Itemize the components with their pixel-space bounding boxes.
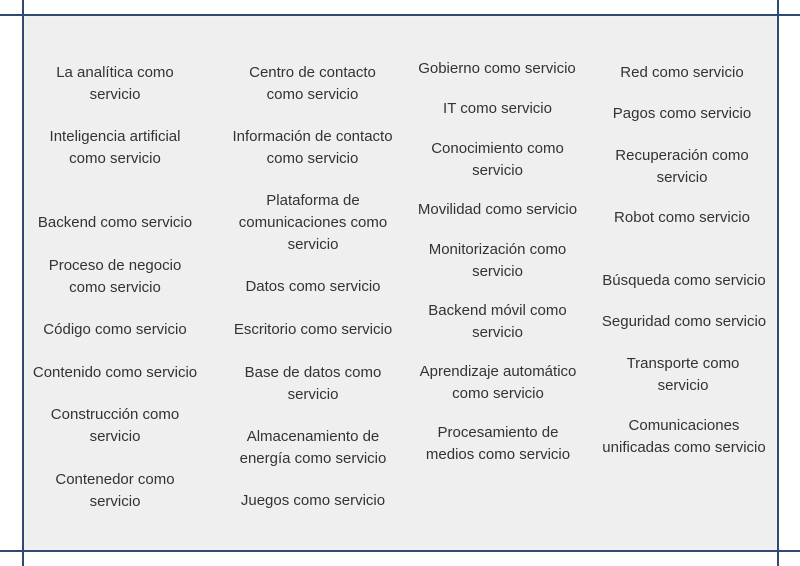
service-item: Contenido como servicio: [32, 364, 198, 381]
service-item: Monitorización como servicio: [428, 241, 567, 280]
service-item: Aprendizaje automático como servicio: [419, 363, 577, 402]
service-item: Gobierno como servicio: [418, 60, 576, 77]
service-item: Movilidad como servicio: [417, 201, 578, 218]
service-item: Proceso de negocio como servicio: [48, 257, 182, 296]
right-border-line: [777, 0, 779, 566]
service-item: Procesamiento de medios como servicio: [425, 424, 571, 463]
service-item: Seguridad como servicio: [601, 313, 767, 330]
service-item: Información de contacto como servicio: [232, 128, 393, 167]
service-item: Comunicaciones unificadas como servicio: [602, 417, 766, 456]
service-item: Centro de contacto como servicio: [249, 64, 376, 103]
service-item: Almacenamiento de energía como servicio: [239, 428, 387, 467]
service-item: Robot como servicio: [614, 209, 750, 226]
service-item: La analítica como servicio: [56, 64, 174, 103]
service-item: Backend móvil como servicio: [428, 302, 567, 341]
service-item: Escritorio como servicio: [233, 321, 393, 338]
service-item: Pagos como servicio: [612, 105, 752, 122]
service-item: Búsqueda como servicio: [602, 272, 766, 289]
service-item: Inteligencia artificial como servicio: [49, 128, 181, 167]
service-item: Red como servicio: [620, 64, 744, 81]
service-item: Contenedor como servicio: [55, 471, 175, 510]
service-item: Juegos como servicio: [240, 492, 386, 509]
service-item: Plataforma de comunicaciones como servicio: [238, 192, 388, 253]
service-item: Backend como servicio: [37, 214, 193, 231]
service-item: Base de datos como servicio: [244, 364, 382, 403]
service-item: Conocimiento como servicio: [431, 140, 564, 179]
service-item: Transporte como servicio: [626, 355, 740, 394]
service-item: Construcción como servicio: [50, 406, 180, 445]
service-item: IT como servicio: [443, 100, 552, 117]
service-item: Datos como servicio: [245, 278, 381, 295]
bottom-border-line: [0, 550, 800, 552]
service-item: Código como servicio: [43, 321, 187, 338]
service-item: Recuperación como servicio: [615, 147, 749, 186]
